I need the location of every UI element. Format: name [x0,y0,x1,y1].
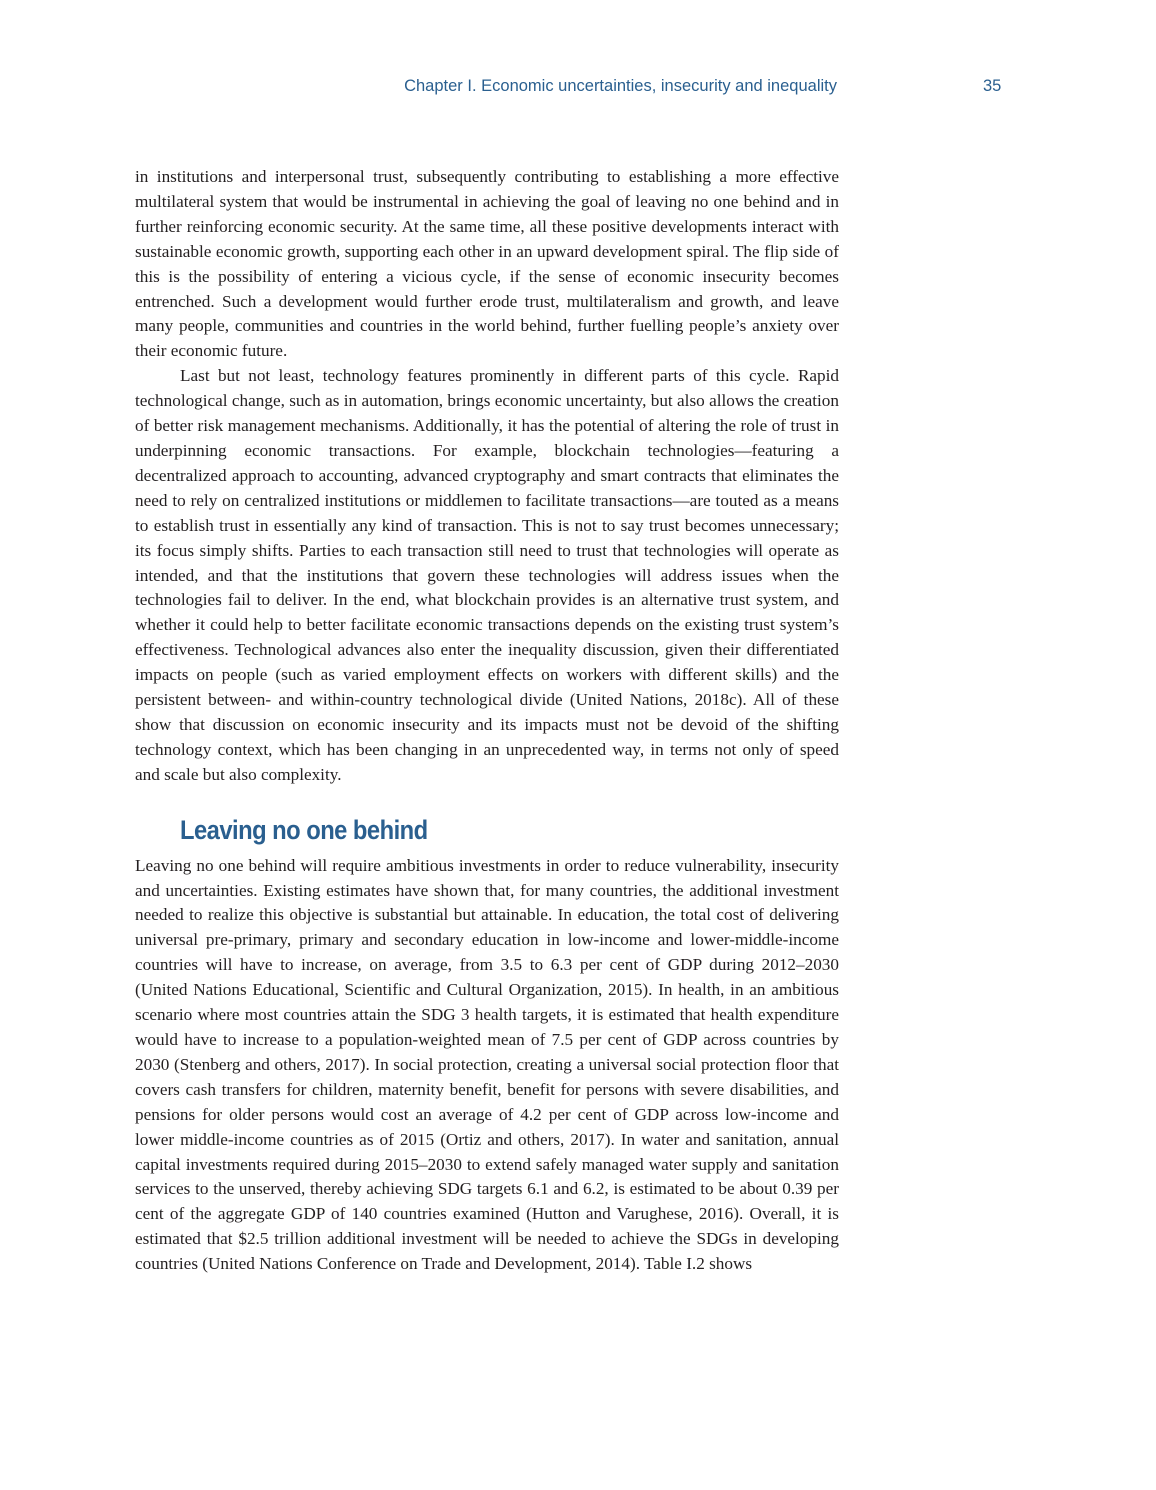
body-paragraph-3: Leaving no one behind will require ambitious investments in order to reduce vulnerability, insecurity and uncertainties. Existing estimates have shown that, for many countries, the additional investment needed to realize this objective is substantial but attainable. In education, the total cost of delivering universal pre-primary, primary and secondary education in low-income and lower-middle-income countries will have to increase, on average, from 3.5 to 6.3 per cent of GDP during 2012–2030 (United Nations Educational, Scientific and Cultural Organization, 2015). In health, in an ambitious scenario where most countries attain the SDG 3 health targets, it is estimated that health expenditure would have to increase to a population-weighted mean of 7.5 per cent of GDP across countries by 2030 (Stenberg and others, 2017). In social protection, creating a universal social protection floor that covers cash transfers for children, maternity benefit, benefit for persons with severe disabilities, and pensions for older persons would cost an average of 4.2 per cent of GDP across low-income and lower middle-income countries as of 2015 (Ortiz and others, 2017). In water and sanitation, annual capital investments required during 2015–2030 to extend safely managed water supply and sanitation services to the unserved, thereby achieving SDG targets 6.1 and 6.2, is estimated to be about 0.39 per cent of the aggregate GDP of 140 countries examined (Hutton and Varughese, 2016). Overall, it is estimated that $2.5 trillion additional investment will be needed to achieve the SDGs in developing countries (United Nations Conference on Trade and Development, 2014). Table I.2 shows [135,855,839,1274]
page-number: 35 [983,77,1002,95]
running-header [0,77,1156,101]
body-paragraph-1: in institutions and interpersonal trust, subsequently contributing to establishing a more effective multilateral system that would be instrumental in achieving the goal of leaving no one behind and in further reinforcing economic security. At the same time, all these positive developments interact with sustainable economic growth, supporting each other in an upward development spiral. The flip side of this is the possibility of entering a vicious cycle, if the sense of economic insecurity becomes entrenched. Such a development would further erode trust, multilateralism and growth, and leave many people, communities and countries in the world behind, further fuelling people’s anxiety over their economic future. [135,167,839,361]
chapter-title: Chapter I. Economic uncertainties, insecurity and inequality [404,77,837,95]
body-paragraph-2: Last but not least, technology features prominently in different parts of this cycle. Rapid technological change, such as in automation, brings economic uncertainty, but also allows the creation of better risk management mechanisms. Additionally, it has the potential of altering the role of trust in underpinning economic transactions. For example, blockchain technologies—featuring a decentralized approach to accounting, advanced cryptography and smart contracts that eliminates the need to rely on centralized institutions or middlemen to facilitate transactions—are touted as a means to establish trust in essentially any kind of transaction. This is not to say trust becomes unnecessary; its focus simply shifts. Parties to each transaction still need to trust that technologies will operate as intended, and that the institutions that govern these technologies will address issues when the technologies fail to deliver. In the end, what blockchain provides is an alternative trust system, and whether it could help to better facilitate economic transactions depends on the existing trust system’s effectiveness. Technological advances also enter the inequality discussion, given their differentiated impacts on people (such as varied employment effects on workers with different skills) and the persistent between- and within-country technological divide (United Nations, 2018c). All of these show that discussion on economic insecurity and its impacts must not be devoid of the shifting technology context, which has been changing in an unprecedented way, in terms not only of speed and scale but also complexity. [135,366,839,784]
main-content [135,165,839,1277]
section-heading: Leaving no one behind [180,814,428,845]
